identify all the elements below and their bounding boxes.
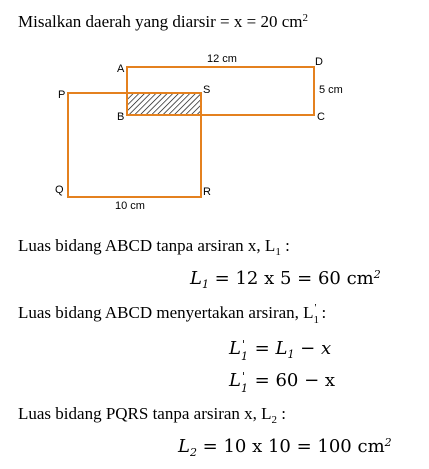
label-r: R <box>203 186 211 198</box>
eq1-sub: 1 <box>201 278 209 291</box>
dimension-right: 5 cm <box>319 84 343 96</box>
dimension-top: 12 cm <box>207 53 237 65</box>
text-line-3-suffix: : <box>277 404 287 423</box>
intro-superscript: 2 <box>302 12 308 24</box>
eq1-lhs: L <box>190 268 202 289</box>
text-line-1 <box>18 236 290 256</box>
text-line-3-sub: 2 <box>271 414 278 426</box>
label-p: P <box>58 89 66 101</box>
geometry-figure <box>0 0 429 230</box>
text-line-2-suffix: : <box>321 303 327 322</box>
label-a: A <box>117 63 125 75</box>
dimension-bottom: 10 cm <box>115 200 145 212</box>
eq4-sub: 2 <box>189 446 197 459</box>
hatched-region <box>127 93 201 115</box>
eq3-lhs: L <box>229 370 241 391</box>
label-s: S <box>203 84 211 96</box>
eq4-rhs: = 10 x 10 = 100 cm <box>196 436 385 457</box>
text-line-2-prime: ' <box>314 302 317 314</box>
text-line-3-main: Luas bidang PQRS tanpa arsiran x, L <box>18 404 272 423</box>
eq1-sup: 2 <box>373 268 381 281</box>
equation-2 <box>229 338 332 363</box>
text-line-1-sub: 1 <box>275 246 281 258</box>
text-line-2-main: Luas bidang ABCD menyertakan arsiran, L <box>18 303 314 322</box>
eq2-rhs-post: − x <box>294 338 332 359</box>
equation-4 <box>178 436 392 458</box>
text-line-2 <box>18 302 327 326</box>
eq2-rhs-sub: 1 <box>287 348 295 361</box>
label-c: C <box>317 111 325 123</box>
label-q: Q <box>55 184 64 196</box>
eq1-rhs: = 12 x 5 = 60 cm <box>208 268 374 289</box>
label-d: D <box>315 56 323 68</box>
intro-main: Misalkan daerah yang diarsir = x = 20 cm <box>18 12 303 31</box>
text-line-1-main: Luas bidang ABCD tanpa arsiran x, L <box>18 236 276 255</box>
eq4-lhs: L <box>178 436 190 457</box>
text-line-3 <box>18 404 286 424</box>
eq3-prime: ' <box>241 370 245 383</box>
eq2-prime: ' <box>241 338 245 351</box>
eq2-lhs: L <box>229 338 241 359</box>
text-line-1-suffix: : <box>280 236 290 255</box>
eq2-rhs-pre: = L <box>248 338 288 359</box>
text-line-2-sub: 1 <box>313 314 320 326</box>
eq4-sup: 2 <box>384 436 392 449</box>
eq3-sub: 1 <box>240 382 248 395</box>
equation-3 <box>229 370 336 395</box>
eq2-sub: 1 <box>240 350 248 363</box>
label-b: B <box>117 111 125 123</box>
eq3-rhs: = 60 − x <box>248 370 336 391</box>
equation-1 <box>190 268 381 290</box>
